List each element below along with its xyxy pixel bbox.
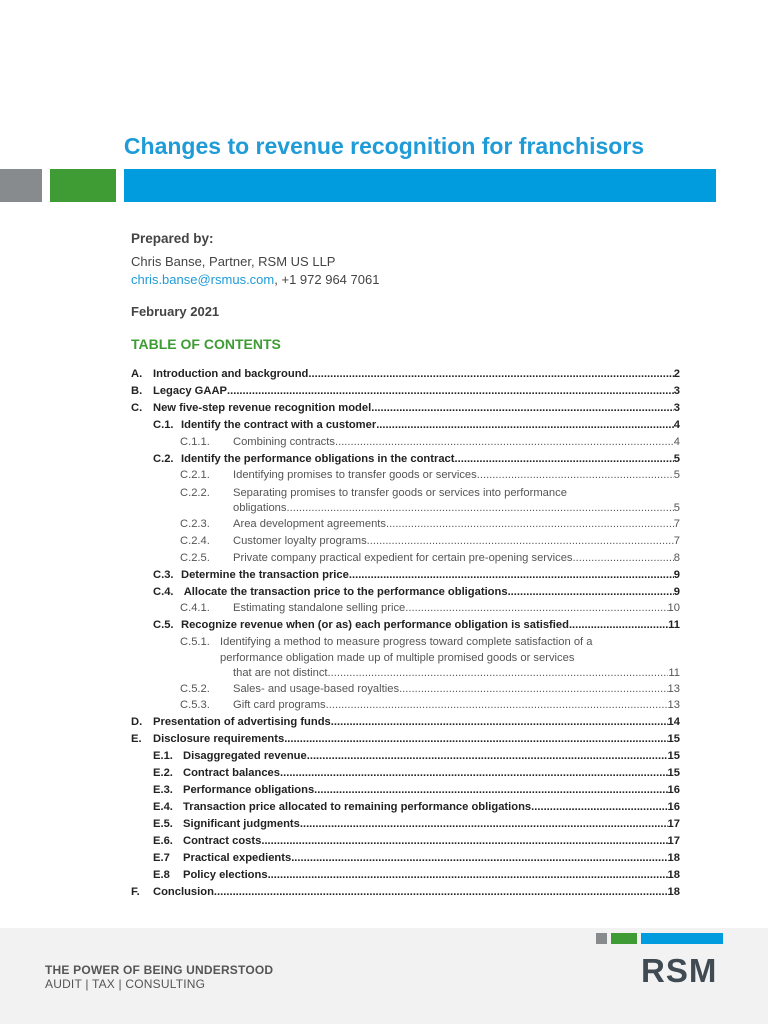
- toc-dot-leader: [214, 884, 668, 900]
- toc-entry-title: Gift card programs: [233, 699, 326, 711]
- toc-entry-number: F.: [131, 886, 140, 898]
- toc-entry-page: 14: [667, 716, 680, 728]
- toc-entry-page: 15: [667, 767, 680, 779]
- toc-entry-title-continued: performance obligation made up of multiple promised goods or services: [220, 652, 575, 664]
- toc-entry[interactable]: [233, 665, 680, 681]
- toc-dot-leader: [367, 533, 674, 549]
- toc-entry[interactable]: [131, 884, 680, 900]
- toc-entry-title-continued: that are not distinct: [233, 667, 328, 679]
- toc-heading: TABLE OF CONTENTS: [131, 336, 281, 352]
- toc-entry[interactable]: [180, 533, 680, 549]
- toc-entry[interactable]: [180, 697, 680, 713]
- toc-entry-number: A.: [131, 368, 143, 380]
- toc-entry-number: E.4.: [153, 801, 173, 813]
- toc-entry-title: Disaggregated revenue: [183, 750, 307, 762]
- toc-entry[interactable]: [153, 799, 680, 815]
- author-phone: , +1 972 964 7061: [274, 272, 380, 287]
- toc-dot-leader: [508, 584, 674, 600]
- toc-entry-number: C.4.: [153, 586, 174, 598]
- toc-entry-title: Transaction price allocated to remaining performance obligations: [183, 801, 532, 813]
- toc-entry-page: 9: [673, 586, 680, 598]
- toc-entry[interactable]: [131, 731, 680, 747]
- toc-entry-page: 13: [667, 683, 680, 695]
- toc-entry[interactable]: [153, 782, 680, 798]
- toc-entry-page: 3: [673, 385, 680, 397]
- toc-entry[interactable]: [180, 434, 680, 450]
- toc-entry[interactable]: [180, 681, 680, 697]
- toc-entry-number: C.2.3.: [180, 518, 210, 530]
- toc-entry[interactable]: [180, 516, 680, 532]
- toc-entry-page: 4: [673, 419, 680, 431]
- toc-entry-title: Contract balances: [183, 767, 280, 779]
- toc-entry-number: C.2.1.: [180, 469, 210, 481]
- toc-entry-title: Separating promises to transfer goods or services into performance: [233, 487, 567, 499]
- toc-entry-number: B.: [131, 385, 143, 397]
- toc-entry-title: Determine the transaction price: [181, 569, 349, 581]
- toc-dot-leader: [399, 681, 667, 697]
- toc-entry-number: C.5.1.: [180, 636, 210, 648]
- toc-entry-page: 5: [673, 502, 680, 514]
- toc-entry-title-continued: obligations: [233, 502, 287, 514]
- toc-dot-leader: [335, 434, 674, 450]
- toc-entry[interactable]: [153, 617, 680, 633]
- toc-entry[interactable]: [153, 816, 680, 832]
- toc-entry-page: 10: [667, 602, 680, 614]
- toc-entry-title: Estimating standalone selling price: [233, 602, 406, 614]
- toc-entry-page: 18: [667, 869, 680, 881]
- toc-entry-title: Recognize revenue when (or as) each performance obligation is satisfied: [181, 619, 569, 631]
- toc-dot-leader: [314, 782, 667, 798]
- toc-entry[interactable]: [180, 550, 680, 566]
- author-line: Chris Banse, Partner, RSM US LLP: [131, 254, 336, 269]
- toc-entry-number: C.5.3.: [180, 699, 210, 711]
- toc-entry-page: 8: [673, 552, 680, 564]
- toc-entry-number: C.1.1.: [180, 436, 210, 448]
- logo-gray-block: [596, 933, 607, 944]
- toc-entry-page: 17: [667, 835, 680, 847]
- toc-entry-page: 2: [673, 368, 680, 380]
- toc-entry-title: Disclosure requirements: [153, 733, 285, 745]
- document-date: February 2021: [131, 304, 220, 319]
- toc-dot-leader: [291, 850, 667, 866]
- toc-entry-title: Identifying promises to transfer goods or services: [233, 469, 477, 481]
- toc-dot-leader: [573, 550, 674, 566]
- toc-entry-number: C.5.2.: [180, 683, 210, 695]
- toc-entry-page: 11: [668, 667, 680, 679]
- rsm-logo: RSM: [641, 952, 718, 989]
- toc-entry-title: Practical expedients: [183, 852, 292, 864]
- toc-entry-page: 16: [667, 784, 680, 796]
- toc-entry-page: 11: [668, 619, 680, 631]
- toc-entry[interactable]: [153, 833, 680, 849]
- toc-dot-leader: [376, 417, 674, 433]
- toc-entry-number: E.7: [153, 852, 170, 864]
- header-bar-gray: [0, 169, 42, 202]
- toc-entry-number: E.3.: [153, 784, 173, 796]
- toc-entry-page: 5: [673, 469, 680, 481]
- toc-entry-title: Private company practical expedient for certain pre-opening services: [233, 552, 573, 564]
- toc-entry[interactable]: [153, 765, 680, 781]
- toc-entry-page: 15: [667, 750, 680, 762]
- toc-entry-title: Presentation of advertising funds: [153, 716, 331, 728]
- toc-dot-leader: [268, 867, 668, 883]
- toc-entry[interactable]: [153, 451, 680, 467]
- toc-dot-leader: [308, 366, 673, 382]
- toc-entry-title: Legacy GAAP: [153, 385, 227, 397]
- toc-dot-leader: [349, 567, 674, 583]
- toc-entry[interactable]: [153, 867, 680, 883]
- toc-dot-leader: [531, 799, 667, 815]
- toc-dot-leader: [287, 500, 674, 516]
- toc-dot-leader: [284, 731, 667, 747]
- toc-entry-title: Contract costs: [183, 835, 262, 847]
- toc-entry-number: C.1.: [153, 419, 174, 431]
- toc-dot-leader: [477, 467, 674, 483]
- toc-entry-title: Introduction and background: [153, 368, 309, 380]
- toc-entry-first-line[interactable]: [180, 485, 567, 501]
- toc-entry-page: 3: [673, 402, 680, 414]
- toc-entry-number: C.2.5.: [180, 552, 210, 564]
- toc-entry[interactable]: [180, 467, 680, 483]
- toc-entry[interactable]: [233, 500, 680, 516]
- toc-entry[interactable]: [131, 383, 680, 399]
- prepared-by-label: Prepared by:: [131, 231, 214, 246]
- toc-entry-title: Identifying a method to measure progress toward complete satisfaction of a: [220, 636, 593, 648]
- toc-entry-title: Combining contracts: [233, 436, 335, 448]
- toc-entry[interactable]: [153, 748, 680, 764]
- toc-entry-title: Sales- and usage-based royalties: [233, 683, 400, 695]
- footer-tagline: THE POWER OF BEING UNDERSTOOD: [45, 963, 274, 977]
- toc-dot-leader: [405, 600, 667, 616]
- toc-entry[interactable]: [131, 366, 680, 382]
- toc-entry-number: C.5.: [153, 619, 174, 631]
- toc-dot-leader: [307, 748, 668, 764]
- toc-entry-page: 4: [673, 436, 680, 448]
- toc-entry-page: 7: [673, 535, 680, 547]
- contact-line: [131, 272, 379, 287]
- toc-dot-leader: [386, 516, 674, 532]
- header-bar-green: [50, 169, 116, 202]
- toc-entry-title: Area development agreements: [233, 518, 386, 530]
- toc-entry-first-line[interactable]: [180, 634, 593, 650]
- logo-green-block: [611, 933, 637, 944]
- toc-entry-page: 7: [673, 518, 680, 530]
- toc-entry-title: Significant judgments: [183, 818, 300, 830]
- toc-entry-title: Policy elections: [183, 869, 268, 881]
- toc-entry-number: E.8: [153, 869, 170, 881]
- toc-entry-number: E.1.: [153, 750, 173, 762]
- toc-entry-page: 17: [667, 818, 680, 830]
- document-title: Changes to revenue recognition for franchisors: [123, 133, 645, 159]
- toc-entry-title: Performance obligations: [183, 784, 315, 796]
- toc-entry-page: 18: [667, 852, 680, 864]
- toc-entry-number: E.5.: [153, 818, 173, 830]
- toc-entry-page: 5: [673, 453, 680, 465]
- header-bar-blue: [124, 169, 716, 202]
- toc-entry-page: 15: [667, 733, 680, 745]
- toc-entry-page: 16: [667, 801, 680, 813]
- toc-entry-number: C.2.2.: [180, 487, 210, 499]
- author-email-link[interactable]: chris.banse@rsmus.com: [131, 272, 275, 287]
- toc-entry-title: Identify the contract with a customer: [181, 419, 377, 431]
- toc-entry-page: 13: [667, 699, 680, 711]
- toc-dot-leader: [371, 400, 674, 416]
- toc-entry-number: E.2.: [153, 767, 173, 779]
- toc-dot-leader: [328, 665, 669, 681]
- toc-entry-number: C.2.4.: [180, 535, 210, 547]
- toc-entry-number: D.: [131, 716, 143, 728]
- toc-entry-title: Identify the performance obligations in the contract: [181, 453, 455, 465]
- toc-entry-title: Customer loyalty programs: [233, 535, 367, 547]
- logo-blue-block: [641, 933, 723, 944]
- toc-entry[interactable]: [131, 400, 680, 416]
- toc-dot-leader: [280, 765, 668, 781]
- footer-services: AUDIT | TAX | CONSULTING: [45, 977, 206, 991]
- toc-dot-leader: [569, 617, 668, 633]
- toc-dot-leader: [261, 833, 667, 849]
- toc-dot-leader: [300, 816, 668, 832]
- toc-entry[interactable]: [180, 600, 680, 616]
- toc-entry-number: E.6.: [153, 835, 173, 847]
- toc-entry[interactable]: [153, 584, 680, 600]
- toc-dot-leader: [331, 714, 668, 730]
- toc-entry-title: Conclusion: [153, 886, 214, 898]
- toc-entry-page: 9: [673, 569, 680, 581]
- toc-entry-number: C.: [131, 402, 143, 414]
- toc-dot-leader: [326, 697, 668, 713]
- toc-entry-number: C.3.: [153, 569, 174, 581]
- toc-entry[interactable]: [131, 714, 680, 730]
- toc-entry-title: New five-step revenue recognition model: [153, 402, 372, 414]
- toc-dot-leader: [455, 451, 674, 467]
- toc-entry-title: Allocate the transaction price to the performance obligations: [181, 586, 508, 598]
- toc-entry[interactable]: [153, 850, 680, 866]
- toc-entry-number: C.4.1.: [180, 602, 210, 614]
- toc-entry[interactable]: [153, 567, 680, 583]
- toc-entry-number: E.: [131, 733, 142, 745]
- toc-dot-leader: [227, 383, 674, 399]
- toc-entry[interactable]: [153, 417, 680, 433]
- toc-entry-number: C.2.: [153, 453, 174, 465]
- toc-entry-page: 18: [667, 886, 680, 898]
